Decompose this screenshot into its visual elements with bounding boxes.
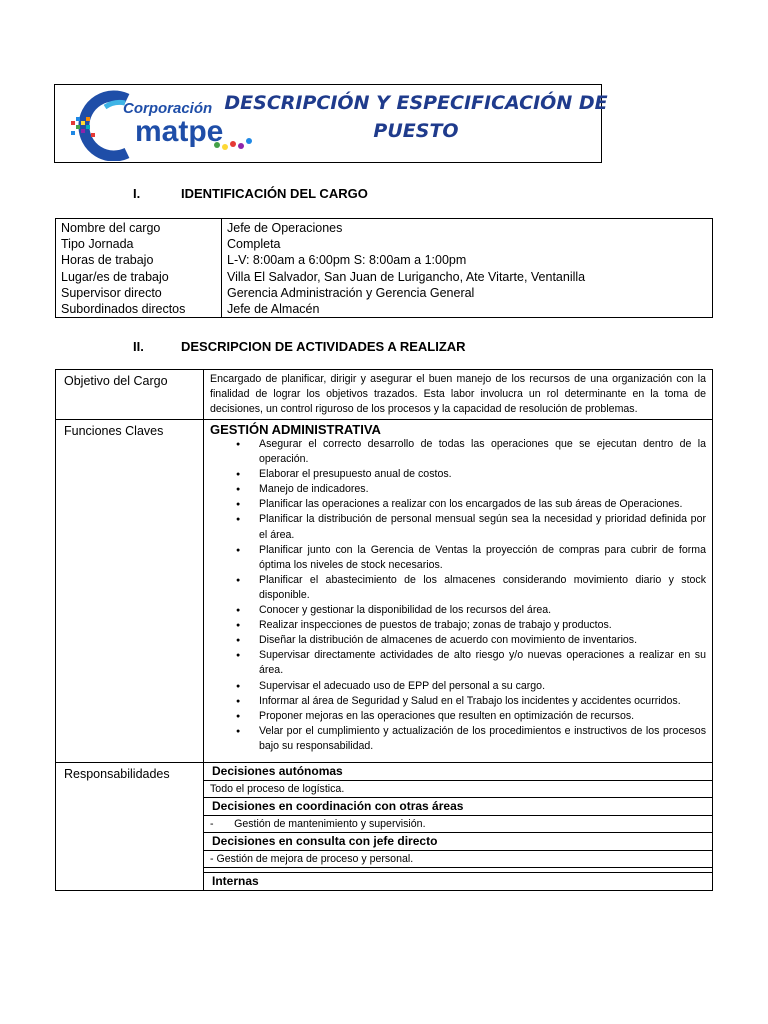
row-label: Nombre del cargo [56,219,222,237]
function-item: ● Informar al área de Seguridad y Salud en el Trabajo los incidentes y accidentes ocurridos. [204,694,706,709]
identification-table [55,218,713,318]
logo-main-text: matpe [135,115,224,148]
row-label: Supervisor directo [56,285,222,301]
resp-text: Todo el proceso de logística. [204,780,713,797]
table-row [56,219,713,237]
function-item: ● Realizar inspecciones de puestos de trabajo; zonas de trabajo y productos. [204,618,706,633]
row-value: Gerencia Administración y Gerencia General [222,285,713,301]
row-label: Lugar/es de trabajo [56,269,222,285]
resp-heading: Decisiones en consulta con jefe directo [204,832,713,850]
table-row [56,285,713,301]
row-label: Horas de trabajo [56,252,222,268]
row-value: L-V: 8:00am a 6:00pm S: 8:00am a 1:00pm [222,252,713,268]
objective-label: Objetivo del Cargo [56,370,204,420]
resp-text: - Gestión de mejora de proceso y personal. [204,850,713,867]
functions-cell [204,420,713,763]
internas-heading: Internas [204,872,713,890]
objective-row [56,370,713,420]
row-value: Jefe de Almacén [222,301,713,318]
section2-number: II. [133,339,144,354]
functions-heading: GESTIÓN ADMINISTRATIVA [210,422,381,437]
function-item: ● Planificar las operaciones a realizar con los encargados de las sub áreas de Operaciones. [204,497,706,512]
function-item: ● Planificar la distribución de personal mensual según sea la necesidad y prioridad definida por el área. [204,512,706,542]
function-item: ● Planificar junto con la Gerencia de Ventas la proyección de compras para cubrir de forma óptima los niveles de stock necesarios. [204,543,706,573]
row-label: Subordinados directos [56,301,222,318]
title-line-1: DESCRIPCIÓN Y ESPECIFICACIÓN DE [224,92,608,114]
section2-title: DESCRIPCION DE ACTIVIDADES A REALIZAR [181,339,466,354]
function-item: ● Supervisar el adecuado uso de EPP del personal a su cargo. [204,679,706,694]
row-label: Tipo Jornada [56,236,222,252]
resp-text: - Gestión de mantenimiento y supervisión. [204,815,713,832]
functions-label: Funciones Claves [56,420,204,763]
resp-heading: Decisiones autónomas [204,762,713,780]
section1-number: I. [133,186,141,201]
row-value: Completa [222,236,713,252]
row-value: Villa El Salvador, San Juan de Lurigancho, Ate Vitarte, Ventanilla [222,269,713,285]
document-title [223,89,609,145]
responsibilities-label: Responsabilidades [56,762,204,890]
functions-row [56,420,713,763]
function-item: ● Supervisar directamente actividades de alto riesgo y/o nuevas operaciones a realizar en su área. [204,648,706,678]
logo-top-text: Corporación [123,100,213,117]
function-item: ● Asegurar el correcto desarrollo de todas las operaciones que se ejecutan dentro de la operación. [204,437,706,467]
table-row [56,236,713,252]
header-box [54,84,608,163]
activities-table [55,369,713,891]
function-item: ● Conocer y gestionar la disponibilidad de los recursos del área. [204,603,706,618]
functions-list [204,437,712,762]
table-row [56,301,713,318]
function-item: ● Elaborar el presupuesto anual de costos. [204,467,706,482]
function-item: ● Diseñar la distribución de almacenes de acuerdo con movimiento de inventarios. [204,633,706,648]
responsibilities-row [56,762,713,780]
table-row [56,252,713,268]
resp-heading: Decisiones en coordinación con otras áreas [204,797,713,815]
row-value: Jefe de Operaciones [222,219,713,237]
section1-title: IDENTIFICACIÓN DEL CARGO [181,186,368,201]
function-item: ● Proponer mejoras en las operaciones que resulten en optimización de recursos. [204,709,706,724]
function-item: ● Velar por el cumplimiento y actualización de los procedimientos e instructivos de los procesos bajo su responsabilidad. [204,724,706,754]
function-item: ● Planificar el abastecimiento de los almacenes considerando movimiento diario y stock disponible. [204,573,706,603]
function-item: ● Manejo de indicadores. [204,482,706,497]
table-row [56,269,713,285]
objective-text: Encargado de planificar, dirigir y asegurar el buen manejo de los recursos de una organización con la finalidad de lograr los objetivos trazados. Esta labor involucra un rol determinante en la toma de decisiones, un control riguroso de los procesos y la capacidad de resolución de problemas. [204,370,713,420]
title-line-2: PUESTO [373,120,459,142]
